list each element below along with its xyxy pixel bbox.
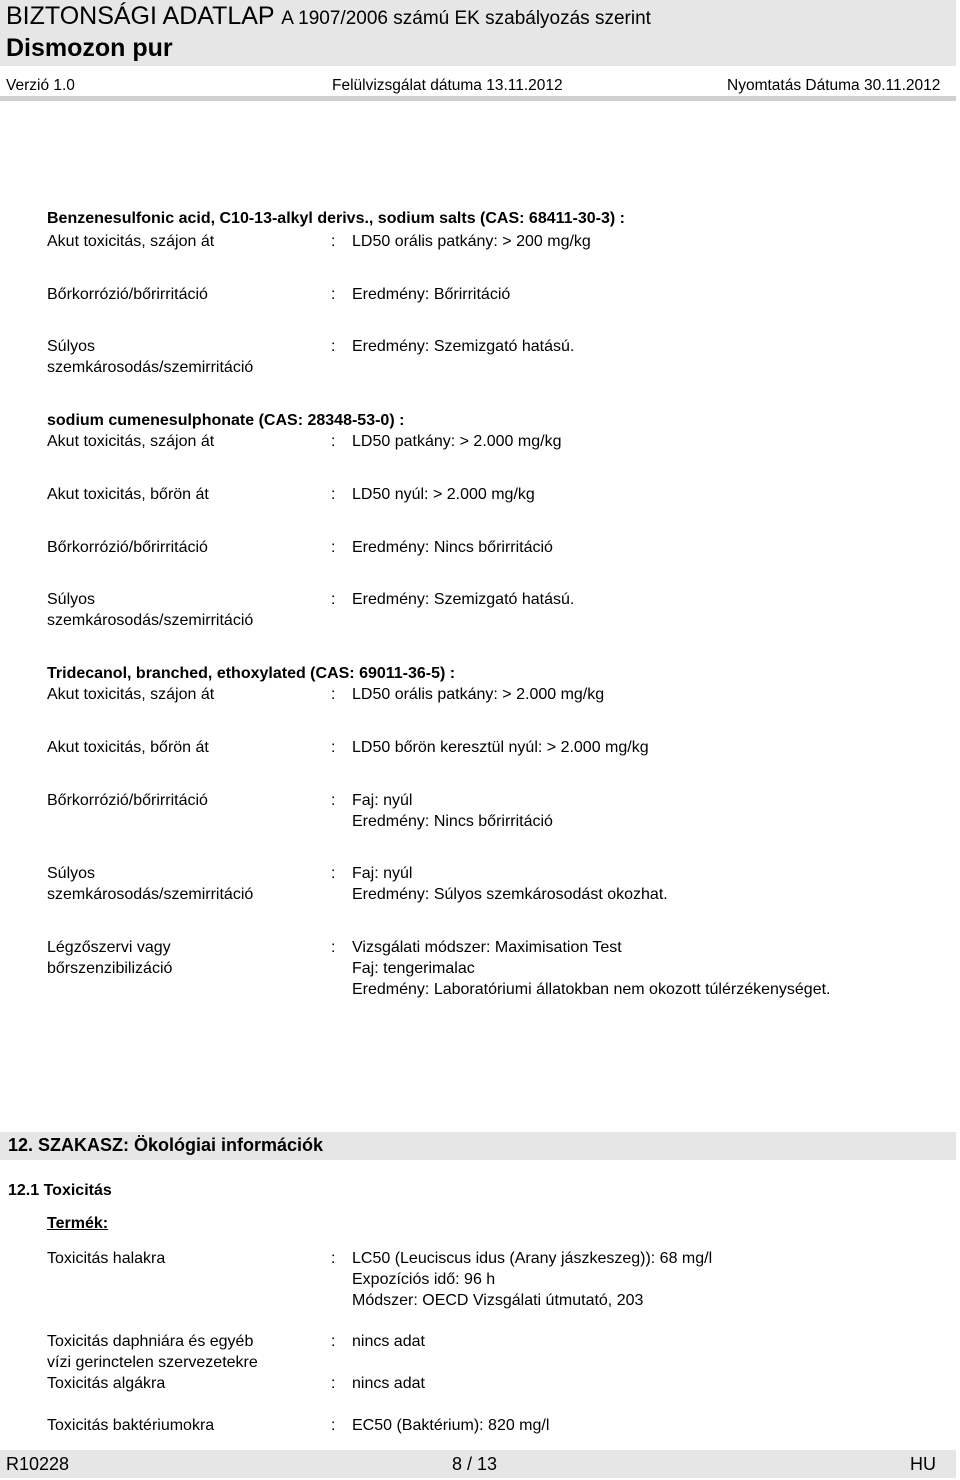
row-label: bőrszenzibilizáció bbox=[47, 960, 173, 977]
row-label: szemkárosodás/szemirritáció bbox=[47, 359, 254, 376]
colon: : bbox=[331, 1417, 336, 1434]
product-name: Dismozon pur bbox=[6, 34, 173, 62]
substance-heading: Tridecanol, branched, ethoxylated (CAS: 69011-36-5) : bbox=[47, 665, 456, 682]
colon: : bbox=[331, 433, 336, 450]
row-value: Expozíciós idő: 96 h bbox=[352, 1271, 496, 1288]
row-value: LD50 orális patkány: > 2.000 mg/kg bbox=[352, 686, 605, 703]
title-band bbox=[0, 0, 956, 34]
row-value: Faj: nyúl bbox=[352, 865, 413, 882]
product-band bbox=[0, 34, 956, 66]
row-value: Eredmény: Szemizgató hatású. bbox=[352, 591, 575, 608]
row-label: Akut toxicitás, bőrön át bbox=[47, 486, 209, 503]
row-value: Faj: nyúl bbox=[352, 792, 413, 809]
row-label: Akut toxicitás, szájon át bbox=[47, 686, 215, 703]
title-regulation: A 1907/2006 számú EK szabályozás szerint bbox=[281, 8, 651, 29]
row-value: Faj: tengerimalac bbox=[352, 960, 475, 977]
colon: : bbox=[331, 486, 336, 503]
row-value: Eredmény: Nincs bőrirritáció bbox=[352, 539, 553, 556]
row-value: Eredmény: Nincs bőrirritáció bbox=[352, 813, 553, 830]
page-footer bbox=[0, 1450, 956, 1478]
row-value: LC50 (Leuciscus idus (Arany jászkeszeg)): 68 mg/l bbox=[352, 1250, 713, 1267]
document-code: R10228 bbox=[6, 1454, 70, 1474]
colon: : bbox=[331, 286, 336, 303]
row-label: vízi gerinctelen szervezetekre bbox=[47, 1354, 258, 1371]
row-label: Súlyos bbox=[47, 338, 96, 355]
version-label: Verzió 1.0 bbox=[6, 77, 75, 94]
print-date: Nyomtatás Dátuma 30.11.2012 bbox=[727, 77, 941, 94]
row-value: nincs adat bbox=[352, 1333, 425, 1350]
row-label: Bőrkorrózió/bőrirritáció bbox=[47, 286, 208, 303]
row-label: Légzőszervi vagy bbox=[47, 939, 171, 956]
row-value: Vizsgálati módszer: Maximisation Test bbox=[352, 939, 622, 956]
document-title bbox=[6, 2, 651, 31]
section-title: 12. SZAKASZ: Ökológiai információk bbox=[8, 1135, 324, 1155]
row-value: Eredmény: Bőrirritáció bbox=[352, 286, 511, 303]
substance-heading: sodium cumenesulphonate (CAS: 28348-53-0) : bbox=[47, 412, 405, 429]
row-label: Toxicitás baktériumokra bbox=[47, 1417, 215, 1434]
row-value: LD50 patkány: > 2.000 mg/kg bbox=[352, 433, 562, 450]
row-label: Akut toxicitás, bőrön át bbox=[47, 739, 209, 756]
colon: : bbox=[331, 233, 336, 250]
row-value: EC50 (Baktérium): 820 mg/l bbox=[352, 1417, 550, 1434]
row-label: Toxicitás halakra bbox=[47, 1250, 166, 1267]
row-label: Bőrkorrózió/bőrirritáció bbox=[47, 539, 208, 556]
colon: : bbox=[331, 865, 336, 882]
colon: : bbox=[331, 1375, 336, 1392]
colon: : bbox=[331, 939, 336, 956]
document-header bbox=[0, 0, 956, 66]
header-divider bbox=[0, 96, 956, 101]
row-value: Módszer: OECD Vizsgálati útmutató, 203 bbox=[352, 1292, 644, 1309]
row-value: Eredmény: Szemizgató hatású. bbox=[352, 338, 575, 355]
colon: : bbox=[331, 539, 336, 556]
product-label: Termék: bbox=[47, 1215, 109, 1232]
row-label: szemkárosodás/szemirritáció bbox=[47, 886, 254, 903]
colon: : bbox=[331, 686, 336, 703]
row-value: LD50 bőrön keresztül nyúl: > 2.000 mg/kg bbox=[352, 739, 649, 756]
colon: : bbox=[331, 792, 336, 809]
row-value: nincs adat bbox=[352, 1375, 425, 1392]
row-value: LD50 nyúl: > 2.000 mg/kg bbox=[352, 486, 535, 503]
colon: : bbox=[331, 1250, 336, 1267]
row-label: Súlyos bbox=[47, 865, 96, 882]
colon: : bbox=[331, 591, 336, 608]
colon: : bbox=[331, 1333, 336, 1350]
revision-date: Felülvizsgálat dátuma 13.11.2012 bbox=[332, 77, 563, 94]
colon: : bbox=[331, 739, 336, 756]
page-number: 8 / 13 bbox=[452, 1454, 498, 1474]
row-label: Toxicitás daphniára és egyéb bbox=[47, 1333, 254, 1350]
row-label: szemkárosodás/szemirritáció bbox=[47, 612, 254, 629]
subsection-title: 12.1 Toxicitás bbox=[8, 1182, 112, 1199]
title-main: BIZTONSÁGI ADATLAP bbox=[6, 2, 275, 30]
section-title-band bbox=[0, 1132, 956, 1160]
row-label: Akut toxicitás, szájon át bbox=[47, 433, 215, 450]
colon: : bbox=[331, 338, 336, 355]
row-value: LD50 orális patkány: > 200 mg/kg bbox=[352, 233, 591, 250]
substance-heading: Benzenesulfonic acid, C10-13-alkyl derivs., sodium salts (CAS: 68411-30-3) : bbox=[47, 210, 625, 227]
row-label: Bőrkorrózió/bőrirritáció bbox=[47, 792, 208, 809]
row-label: Akut toxicitás, szájon át bbox=[47, 233, 215, 250]
row-label: Súlyos bbox=[47, 591, 96, 608]
row-label: Toxicitás algákra bbox=[47, 1375, 166, 1392]
row-value: Eredmény: Súlyos szemkárosodást okozhat. bbox=[352, 886, 668, 903]
language-code: HU bbox=[910, 1454, 936, 1474]
row-value: Eredmény: Laboratóriumi állatokban nem okozott túlérzékenységet. bbox=[352, 981, 831, 998]
